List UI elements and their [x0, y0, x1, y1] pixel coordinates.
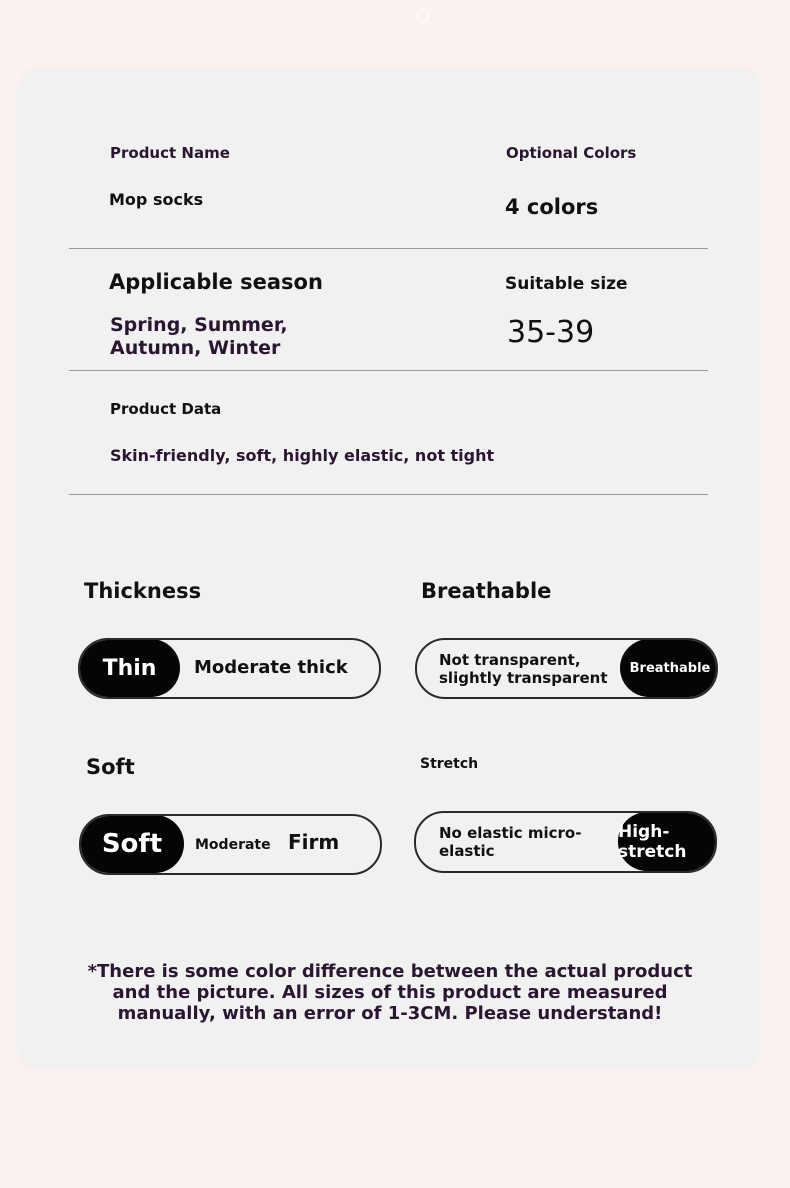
size-label: Suitable size — [505, 274, 628, 294]
stretch-option-low: No elastic micro- elastic — [439, 824, 582, 860]
size-value: 35-39 — [507, 315, 595, 350]
colors-value: 4 colors — [505, 195, 599, 219]
breathable-selected: Breathable — [620, 639, 718, 697]
breathable-scale — [415, 638, 718, 699]
soft-option-moderate: Moderate — [195, 837, 271, 853]
divider — [69, 370, 708, 371]
thickness-selected: Thin — [79, 639, 180, 697]
soft-option-firm: Firm — [288, 830, 340, 854]
breathable-option-transparent: Not transparent, slightly transparent — [439, 651, 608, 687]
product-name-label: Product Name — [110, 144, 230, 162]
product-data-value: Skin-friendly, soft, highly elastic, not tight — [110, 446, 495, 465]
stretch-title: Stretch — [420, 756, 479, 772]
stretch-selected: High- stretch — [618, 812, 717, 871]
product-spec-card — [17, 67, 761, 1070]
season-label: Applicable season — [109, 270, 323, 294]
product-data-label: Product Data — [110, 400, 222, 418]
colors-label: Optional Colors — [506, 144, 637, 162]
thickness-title: Thickness — [84, 579, 202, 603]
season-value: Spring, Summer, Autumn, Winter — [110, 314, 288, 359]
soft-scale — [79, 814, 382, 875]
loading-ring-icon — [417, 10, 429, 22]
thickness-option-moderate: Moderate thick — [194, 657, 348, 678]
product-name-value: Mop socks — [109, 190, 204, 209]
soft-title: Soft — [86, 755, 135, 779]
divider — [69, 494, 708, 495]
disclaimer-note: *There is some color difference between the actual product and the picture. All sizes of this product are measured manually, with an error of 1-3CM. Please understand! — [87, 961, 693, 1024]
soft-selected: Soft — [80, 815, 184, 873]
breathable-title: Breathable — [421, 579, 552, 603]
thickness-scale — [78, 638, 381, 699]
divider — [69, 248, 708, 249]
stretch-scale — [414, 811, 717, 873]
